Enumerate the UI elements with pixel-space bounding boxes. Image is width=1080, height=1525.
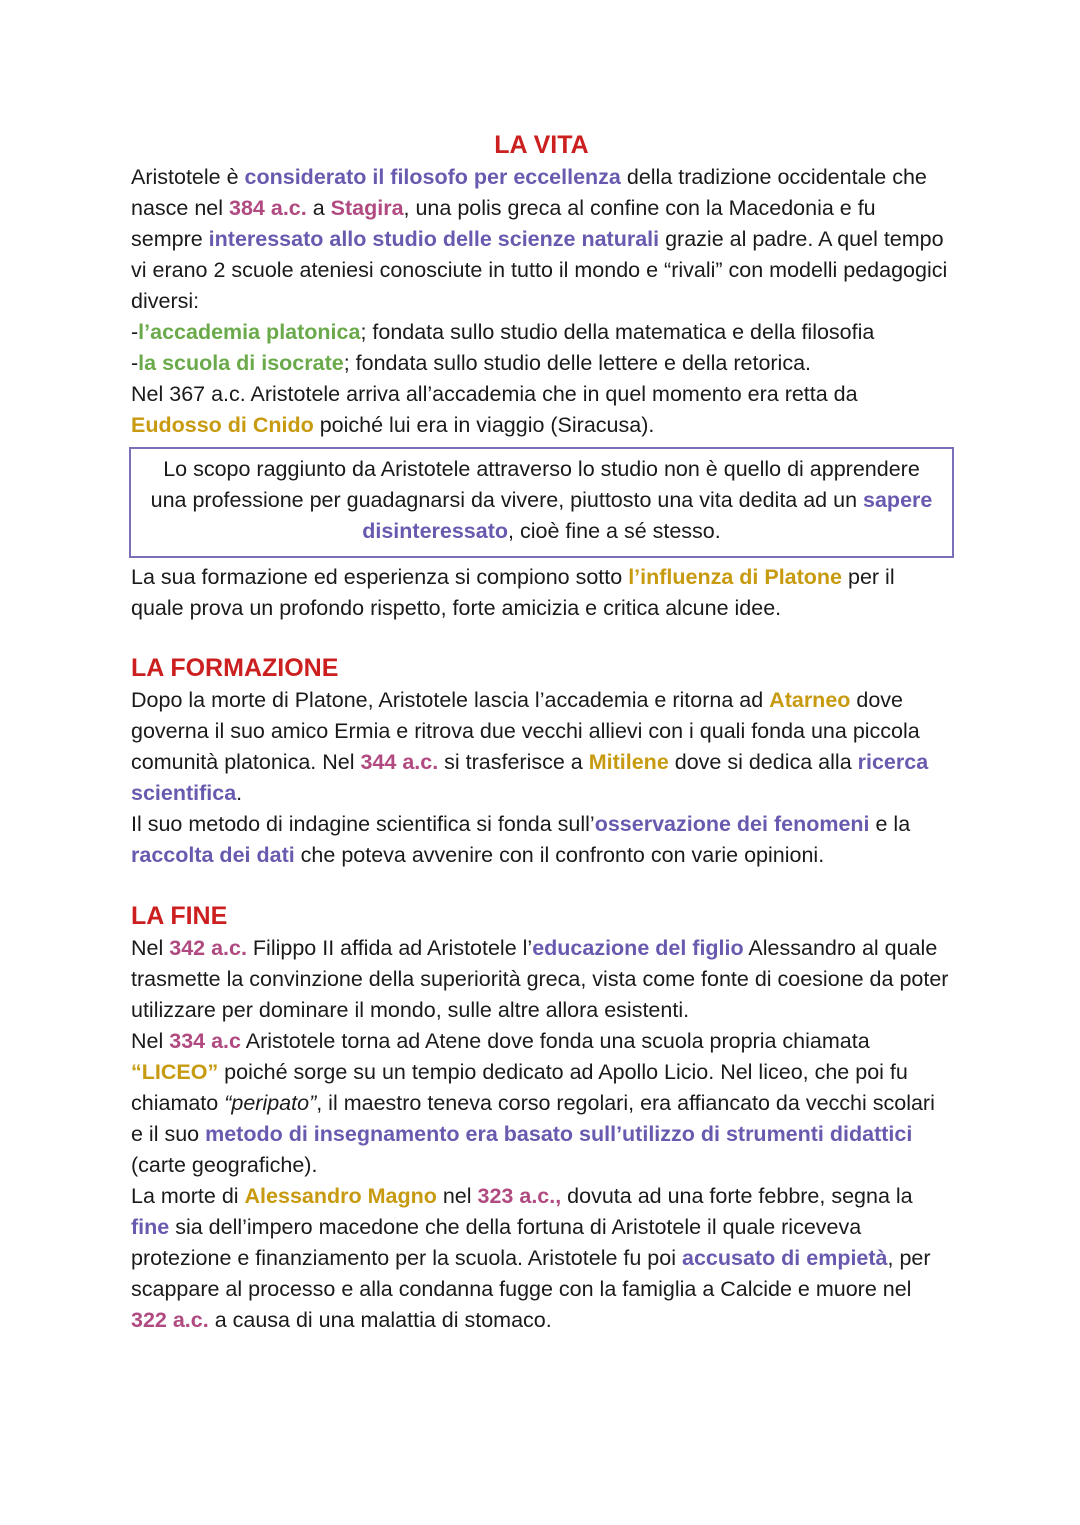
vita-paragraph-3 — [131, 562, 952, 624]
text-run: Nel 367 a.c. Aristotele arriva all’accademia che in quel momento era retta da — [131, 382, 858, 406]
highlight-box — [129, 447, 954, 558]
text-run: Il suo metodo di indagine scientifica si fonda sull’ — [131, 812, 595, 836]
text-run: , una polis greca al confine con la Macedonia e fu sempre — [131, 196, 876, 251]
highlighted-text: l’influenza di Platone — [628, 565, 843, 589]
text-run: Aristotele torna ad Atene dove fonda una scuola propria chiamata — [240, 1029, 870, 1053]
highlighted-text: “LICEO” — [131, 1060, 219, 1084]
highlighted-text: fine — [131, 1215, 170, 1239]
text-run: , cioè fine a sé stesso. — [508, 519, 721, 543]
text-run: e la — [869, 812, 911, 836]
text-run: grazie al padre. A quel tempo vi erano 2 scuole ateniesi conosciute in tutto il mondo e “rivali” con modelli pedagogici diversi: — [131, 227, 948, 313]
highlighted-text: interessato allo studio delle scienze naturali — [208, 227, 660, 251]
text-run: Nel — [131, 936, 170, 960]
text-run: dove governa il suo amico Ermia e ritrova due vecchi allievi con i quali fonda una piccola comunità platonica. Nel — [131, 688, 920, 774]
spacer — [131, 871, 952, 899]
highlighted-text: sapere disinteressato — [362, 488, 933, 543]
highlighted-text: 323 a.c., — [477, 1184, 562, 1208]
highlighted-text: Mitilene — [588, 750, 669, 774]
highlighted-text: osservazione dei fenomeni — [594, 812, 870, 836]
text-run: sia dell’impero macedone che della fortuna di Aristotele il quale riceveva protezione e finanziamento per la scuola. Aristotele fu poi — [131, 1215, 862, 1270]
vita-list-item-accademia — [131, 317, 952, 348]
text-run: - — [131, 320, 139, 344]
text-run: che poteva avvenire con il confronto con varie opinioni. — [294, 843, 825, 867]
text-run: ; fondata sullo studio della matematica e della filosofia — [360, 320, 875, 344]
formazione-paragraph-1 — [131, 685, 952, 809]
highlighted-text: considerato il filosofo per eccellenza — [244, 165, 621, 189]
text-run: , per scappare al processo e alla condanna fugge con la famiglia a Calcide e muore nel — [131, 1246, 931, 1301]
text-run: . — [236, 781, 243, 805]
text-run: Alessandro al quale trasmette la convinzione della superiorità greca, vista come fonte di coesione da poter utilizzare per dominare il mondo, sulle altre allora esistenti. — [131, 936, 949, 1022]
highlighted-text: 384 a.c. — [229, 196, 307, 220]
text-run: - — [131, 351, 139, 375]
highlighted-text: raccolta dei dati — [131, 843, 295, 867]
text-run: dovuta ad una forte febbre, segna la — [561, 1184, 913, 1208]
text-run: , il maestro teneva corso regolari, era affiancato da vecchi scolari e il suo — [131, 1091, 935, 1146]
vita-list-item-isocrate — [131, 348, 952, 379]
vita-paragraph-2 — [131, 379, 952, 441]
highlighted-text: Atarneo — [769, 688, 851, 712]
highlighted-text: 334 a.c — [169, 1029, 241, 1053]
text-run: La morte di — [131, 1184, 245, 1208]
text-run: per il quale prova un profondo rispetto, forte amicizia e critica alcune idee. — [131, 565, 895, 620]
text-run: a — [306, 196, 331, 220]
text-run: nel — [436, 1184, 478, 1208]
fine-paragraph-2 — [131, 1026, 952, 1181]
section-title-formazione: LA FORMAZIONE — [131, 654, 339, 682]
text-run: (carte geografiche). — [131, 1153, 318, 1177]
text-run: La sua formazione ed esperienza si compiono sotto — [131, 565, 629, 589]
fine-paragraph-3 — [131, 1181, 952, 1336]
text-run: Dopo la morte di Platone, Aristotele lascia l’accademia e ritorna ad — [131, 688, 770, 712]
fine-paragraph-1 — [131, 933, 952, 1026]
text-run: Aristotele è — [131, 165, 245, 189]
formazione-paragraph-2 — [131, 809, 952, 871]
text-run: a causa di una malattia di stomaco. — [208, 1308, 552, 1332]
highlighted-text: 322 a.c. — [131, 1308, 209, 1332]
text-run: ; fondata sullo studio delle lettere e della retorica. — [343, 351, 812, 375]
highlighted-text: ricerca scientifica — [131, 750, 929, 805]
text-run: Nel — [131, 1029, 170, 1053]
highlighted-text: accusato di empietà — [681, 1246, 888, 1270]
vita-paragraph-1 — [131, 162, 952, 317]
highlighted-text: Eudosso di Cnido — [131, 413, 314, 437]
text-run: Filippo II affida ad Aristotele l’ — [246, 936, 533, 960]
spacer — [131, 624, 952, 651]
highlighted-text: la scuola di isocrate — [138, 351, 344, 375]
section-title-vita: LA VITA — [494, 131, 589, 159]
highlighted-text: Stagira — [330, 196, 404, 220]
text-run: della tradizione occidentale che nasce nel — [131, 165, 927, 220]
text-run: dove si dedica alla — [668, 750, 858, 774]
highlighted-text: metodo di insegnamento era basato sull’utilizzo di strumenti didattici — [205, 1122, 913, 1146]
text-run: si trasferisce a — [438, 750, 589, 774]
section-title-fine: LA FINE — [131, 902, 228, 930]
highlighted-text: l’accademia platonica — [138, 320, 361, 344]
highlighted-text: educazione del figlio — [532, 936, 744, 960]
text-run: Lo scopo raggiunto da Aristotele attraverso lo studio non è quello di apprendere una professione per guadagnarsi da vivere, piuttosto una vita dedita ad un — [150, 457, 920, 512]
highlighted-text: 342 a.c. — [169, 936, 247, 960]
highlighted-text: Alessandro Magno — [244, 1184, 437, 1208]
highlighted-text: 344 a.c. — [360, 750, 439, 774]
text-run: poiché lui era in viaggio (Siracusa). — [313, 413, 655, 437]
highlighted-text: “peripato” — [224, 1091, 317, 1115]
text-run: poiché sorge su un tempio dedicato ad Apollo Licio. Nel liceo, che poi fu chiamato — [131, 1060, 908, 1115]
